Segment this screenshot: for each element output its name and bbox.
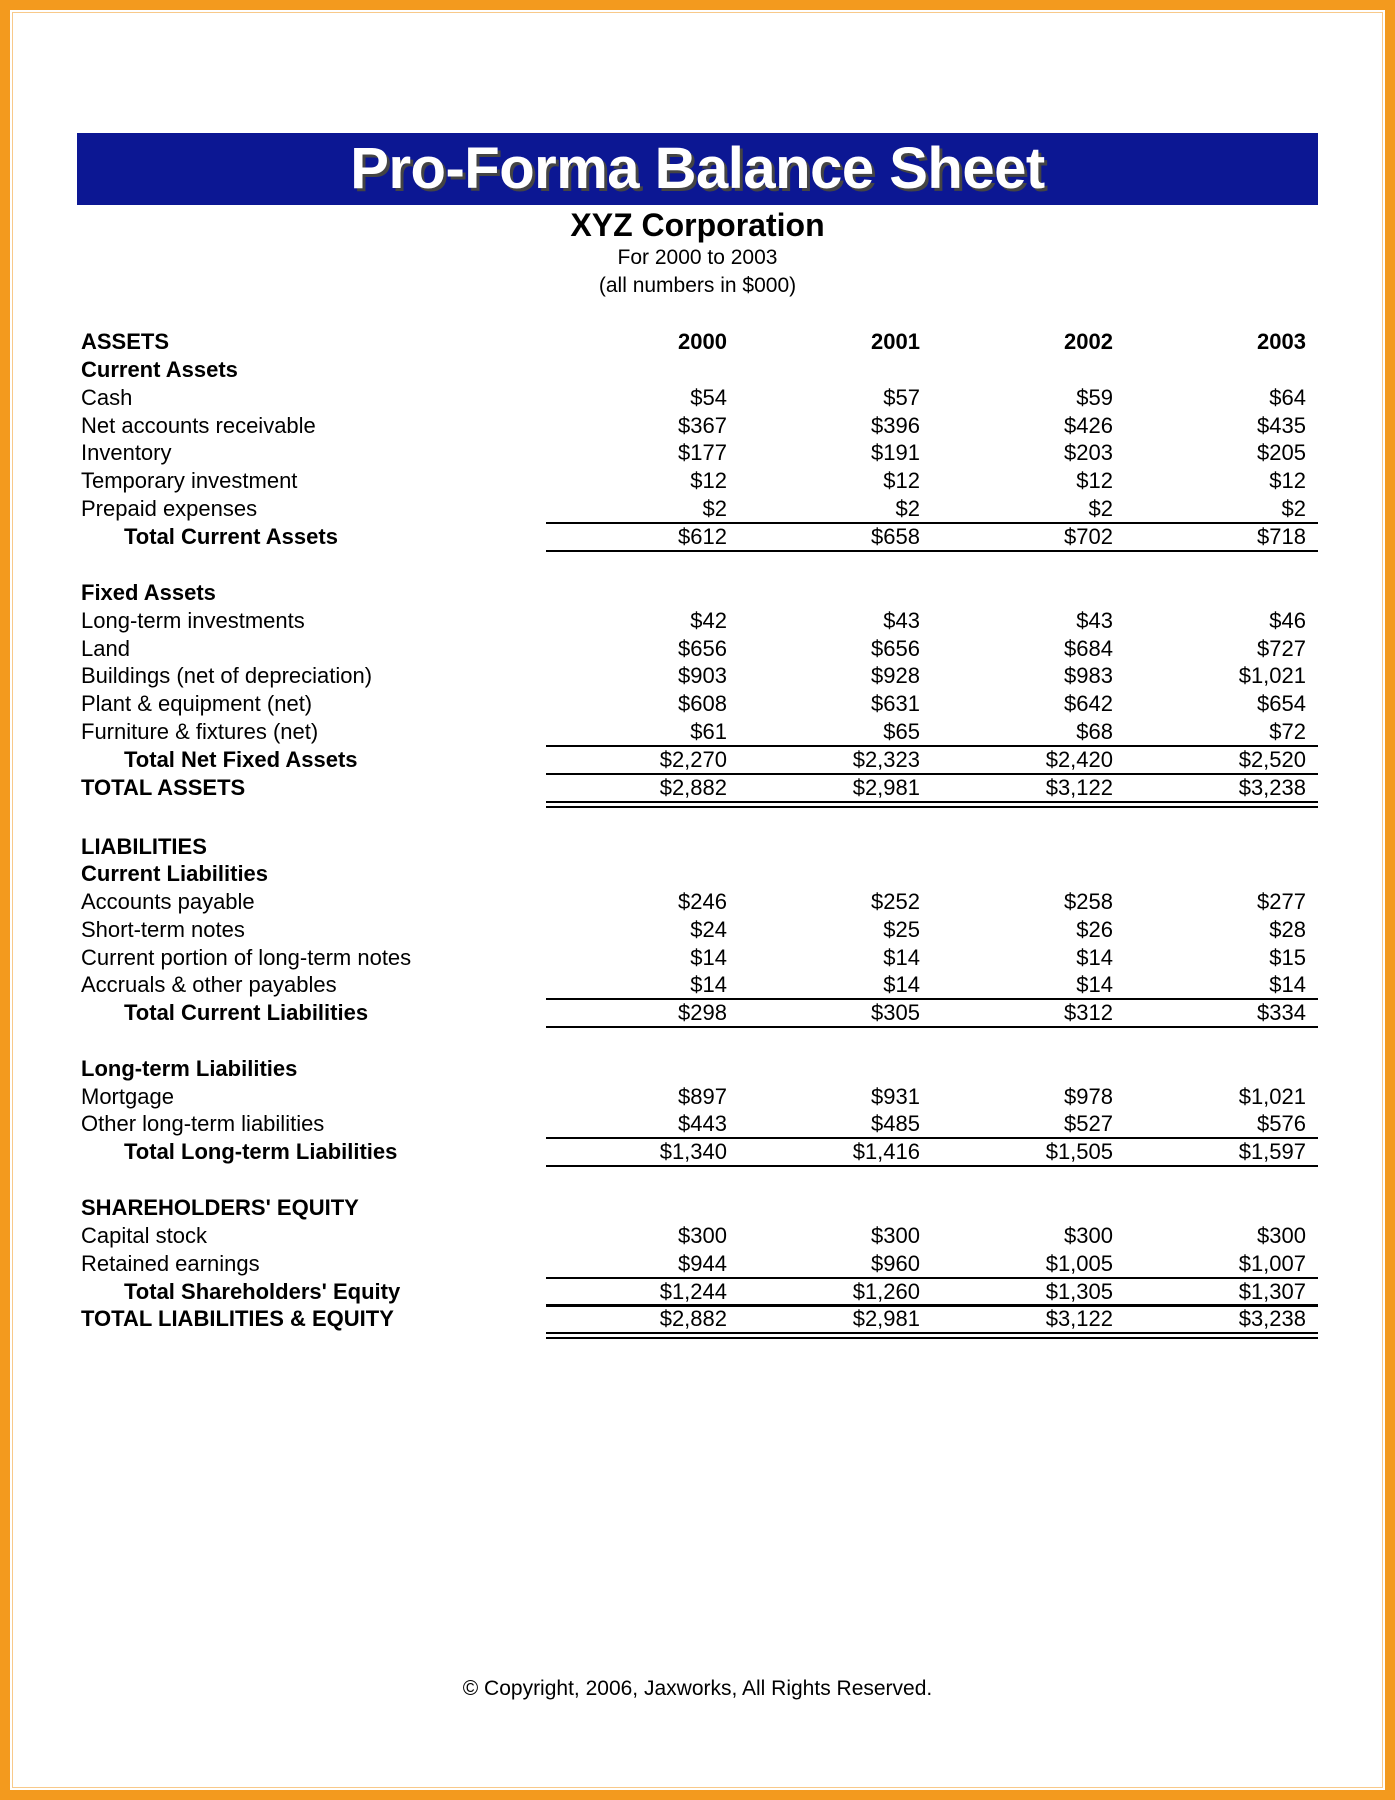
cell-value: $12	[1269, 468, 1306, 493]
total-underline	[546, 801, 1318, 803]
cell-value: $12	[690, 468, 727, 493]
cell-value: $1,007	[1238, 1251, 1306, 1276]
cell-value: $1,307	[1238, 1279, 1306, 1304]
cell-value: $684	[1064, 636, 1113, 661]
cell-value: $54	[690, 385, 727, 410]
cell-value: $277	[1257, 889, 1306, 914]
total-rule	[546, 773, 1318, 775]
cell-value: $897	[678, 1084, 727, 1109]
cell-value: $26	[1076, 917, 1113, 942]
cell-value: $300	[1257, 1223, 1306, 1248]
cell-value: $367	[678, 413, 727, 438]
cell-value: $42	[690, 608, 727, 633]
cell-value: $2,270	[659, 747, 727, 772]
row-label: TOTAL ASSETS	[81, 775, 246, 800]
cell-value: $14	[883, 945, 920, 970]
cell-value: $300	[871, 1223, 920, 1248]
total-underline	[546, 1332, 1318, 1334]
cell-value: $702	[1064, 524, 1113, 549]
row-label: Total Long-term Liabilities	[124, 1139, 398, 1164]
cell-value: $1,005	[1045, 1251, 1113, 1276]
cell-value: $612	[678, 524, 727, 549]
cell-value: $2,520	[1238, 747, 1306, 772]
cell-value: $334	[1257, 1000, 1306, 1025]
cell-value: $246	[678, 889, 727, 914]
cell-value: $903	[678, 663, 727, 688]
cell-value: $14	[690, 945, 727, 970]
row-label: Current Assets	[81, 357, 238, 382]
cell-value: $642	[1064, 691, 1113, 716]
cell-value: $300	[1064, 1223, 1113, 1248]
total-rule	[546, 1304, 1318, 1306]
cell-value: $65	[883, 719, 920, 744]
cell-value: $59	[1076, 385, 1113, 410]
cell-value: $203	[1064, 440, 1113, 465]
row-label: Cash	[81, 385, 133, 410]
cell-value: $2,882	[659, 1306, 727, 1331]
cell-value: $2,323	[852, 747, 920, 772]
cell-value: $1,340	[659, 1139, 727, 1164]
row-label: Inventory	[81, 440, 172, 465]
cell-value: $426	[1064, 413, 1113, 438]
cell-value: $64	[1269, 385, 1306, 410]
cell-value: $608	[678, 691, 727, 716]
row-label: Mortgage	[81, 1084, 174, 1109]
cell-value: $312	[1064, 1000, 1113, 1025]
row-label: Accruals & other payables	[81, 972, 337, 997]
row-label: Other long-term liabilities	[81, 1111, 325, 1136]
year-header: 2001	[871, 329, 920, 354]
cell-value: $576	[1257, 1111, 1306, 1136]
cell-value: $205	[1257, 440, 1306, 465]
row-label: Total Shareholders' Equity	[124, 1279, 401, 1304]
cell-value: $1,416	[852, 1139, 920, 1164]
cell-value: $658	[871, 524, 920, 549]
cell-value: $435	[1257, 413, 1306, 438]
cell-value: $12	[1076, 468, 1113, 493]
cell-value: $978	[1064, 1084, 1113, 1109]
cell-value: $14	[1076, 945, 1113, 970]
row-label: Current Liabilities	[81, 861, 269, 886]
cell-value: $258	[1064, 889, 1113, 914]
cell-value: $14	[1076, 972, 1113, 997]
row-label: ASSETS	[81, 329, 170, 354]
row-label: Retained earnings	[81, 1251, 260, 1276]
cell-value: $727	[1257, 636, 1306, 661]
cell-value: $656	[871, 636, 920, 661]
period-subtitle: For 2000 to 2003	[617, 246, 778, 269]
row-label: TOTAL LIABILITIES & EQUITY	[81, 1306, 394, 1331]
cell-value: $1,505	[1045, 1139, 1113, 1164]
cell-value: $43	[1076, 608, 1113, 633]
total-rule	[546, 998, 1318, 1000]
page-title: Pro-Forma Balance Sheet	[77, 133, 1318, 205]
cell-value: $654	[1257, 691, 1306, 716]
row-label: Prepaid expenses	[81, 496, 258, 521]
cell-value: $485	[871, 1111, 920, 1136]
row-label: Furniture & fixtures (net)	[81, 719, 319, 744]
cell-value: $1,021	[1238, 663, 1306, 688]
year-header: 2003	[1257, 329, 1306, 354]
total-rule	[546, 1277, 1318, 1279]
cell-value: $656	[678, 636, 727, 661]
row-label: Buildings (net of depreciation)	[81, 663, 373, 688]
cell-value: $2,981	[852, 1306, 920, 1331]
copyright-footer: © Copyright, 2006, Jaxworks, All Rights Reserved.	[462, 1677, 933, 1700]
double-underline	[546, 806, 1318, 808]
row-label: Fixed Assets	[81, 580, 216, 605]
row-label: Capital stock	[81, 1223, 207, 1248]
total-rule	[546, 1137, 1318, 1139]
cell-value: $2,420	[1045, 747, 1113, 772]
cell-value: $57	[883, 385, 920, 410]
cell-value: $718	[1257, 524, 1306, 549]
cell-value: $2,981	[852, 775, 920, 800]
cell-value: $960	[871, 1251, 920, 1276]
year-header: 2002	[1064, 329, 1113, 354]
row-label: SHAREHOLDERS' EQUITY	[81, 1195, 359, 1220]
cell-value: $298	[678, 1000, 727, 1025]
company-name: XYZ Corporation	[570, 207, 825, 243]
cell-value: $2	[1088, 496, 1113, 521]
cell-value: $177	[678, 440, 727, 465]
cell-value: $396	[871, 413, 920, 438]
cell-value: $3,238	[1238, 1306, 1306, 1331]
cell-value: $14	[1269, 972, 1306, 997]
total-underline	[546, 1026, 1318, 1028]
cell-value: $46	[1269, 608, 1306, 633]
cell-value: $944	[678, 1251, 727, 1276]
row-label: Land	[81, 636, 130, 661]
total-rule	[546, 522, 1318, 524]
cell-value: $1,260	[852, 1279, 920, 1304]
cell-value: $2	[1281, 496, 1306, 521]
cell-value: $631	[871, 691, 920, 716]
cell-value: $3,122	[1045, 1306, 1113, 1331]
row-label: Current portion of long-term notes	[81, 945, 412, 970]
cell-value: $305	[871, 1000, 920, 1025]
cell-value: $43	[883, 608, 920, 633]
total-rule	[546, 745, 1318, 747]
total-underline	[546, 1165, 1318, 1167]
cell-value: $983	[1064, 663, 1113, 688]
cell-value: $12	[883, 468, 920, 493]
cell-value: $443	[678, 1111, 727, 1136]
row-label: Plant & equipment (net)	[81, 691, 313, 716]
cell-value: $1,021	[1238, 1084, 1306, 1109]
cell-value: $1,305	[1045, 1279, 1113, 1304]
cell-value: $2	[895, 496, 920, 521]
row-label: Total Net Fixed Assets	[124, 747, 358, 772]
row-label: Total Current Assets	[124, 524, 338, 549]
cell-value: $1,244	[659, 1279, 727, 1304]
year-header: 2000	[678, 329, 727, 354]
row-label: Short-term notes	[81, 917, 245, 942]
row-label: Temporary investment	[81, 468, 298, 493]
cell-value: $25	[883, 917, 920, 942]
cell-value: $2	[702, 496, 727, 521]
cell-value: $191	[871, 440, 920, 465]
cell-value: $28	[1269, 917, 1306, 942]
cell-value: $931	[871, 1084, 920, 1109]
cell-value: $300	[678, 1223, 727, 1248]
cell-value: $1,597	[1238, 1139, 1306, 1164]
cell-value: $61	[690, 719, 727, 744]
row-label: Long-term Liabilities	[81, 1056, 298, 1081]
row-label: LIABILITIES	[81, 834, 207, 859]
cell-value: $928	[871, 663, 920, 688]
cell-value: $72	[1269, 719, 1306, 744]
cell-value: $3,122	[1045, 775, 1113, 800]
cell-value: $15	[1269, 945, 1306, 970]
cell-value: $527	[1064, 1111, 1113, 1136]
cell-value: $14	[883, 972, 920, 997]
cell-value: $14	[690, 972, 727, 997]
cell-value: $252	[871, 889, 920, 914]
row-label: Accounts payable	[81, 889, 255, 914]
cell-value: $2,882	[659, 775, 727, 800]
row-label: Long-term investments	[81, 608, 305, 633]
cell-value: $24	[690, 917, 727, 942]
cell-value: $3,238	[1238, 775, 1306, 800]
row-label: Total Current Liabilities	[124, 1000, 369, 1025]
double-underline	[546, 1337, 1318, 1339]
cell-value: $68	[1076, 719, 1113, 744]
units-subtitle: (all numbers in $000)	[598, 274, 797, 297]
total-underline	[546, 550, 1318, 552]
row-label: Net accounts receivable	[81, 413, 316, 438]
